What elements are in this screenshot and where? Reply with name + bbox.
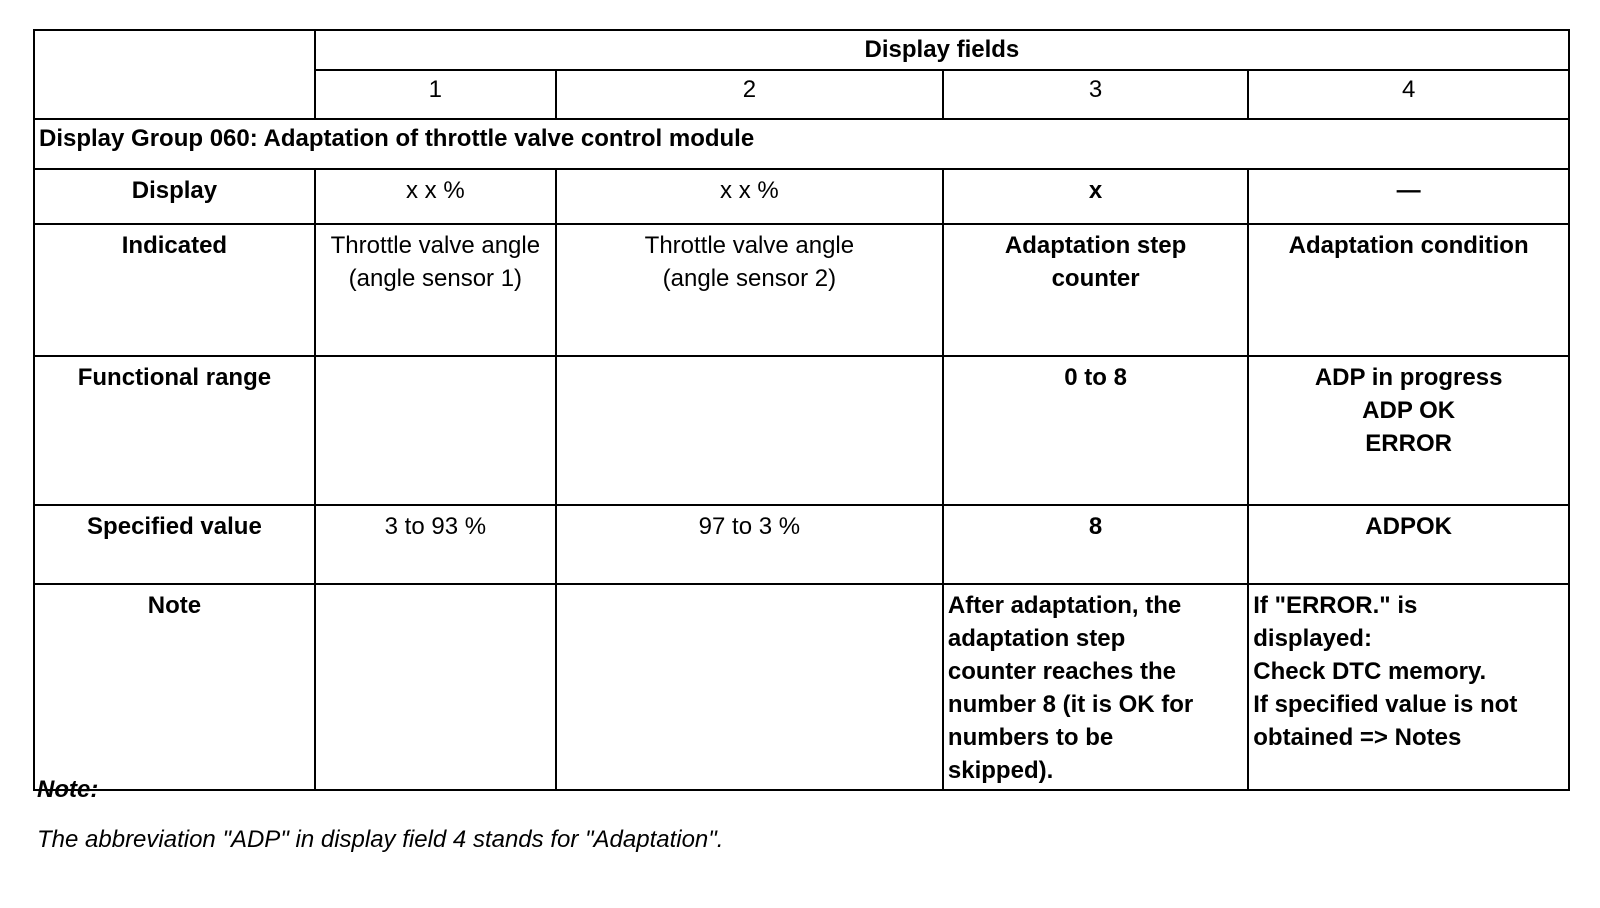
functional-range-field-2 (556, 356, 943, 505)
note-field-2 (556, 584, 943, 790)
table-row (34, 584, 1569, 790)
display-field-4-value: — (1248, 169, 1569, 224)
specified-value-field-2: 97 to 3 % (556, 505, 943, 584)
row-label-functional-range: Functional range (34, 356, 315, 505)
table-row (34, 505, 1569, 584)
table-row (34, 224, 1569, 356)
column-number-4: 4 (1248, 70, 1569, 119)
display-field-2-value: x x % (556, 169, 943, 224)
functional-range-field-3: 0 to 8 (943, 356, 1248, 505)
row-label-note: Note (34, 584, 315, 790)
indicated-field-4: Adaptation condition (1248, 224, 1569, 356)
table-header-row (34, 30, 1569, 70)
table-row (34, 169, 1569, 224)
group-title-row (34, 119, 1569, 169)
column-number-2: 2 (556, 70, 943, 119)
row-label-indicated: Indicated (34, 224, 315, 356)
table-row (34, 356, 1569, 505)
footnote-text: The abbreviation "ADP" in display field 4 stands for "Adaptation". (37, 826, 724, 853)
specified-value-field-3: 8 (943, 505, 1248, 584)
indicated-field-3: Adaptation step counter (943, 224, 1248, 356)
note-field-3: After adaptation, the adaptation step counter reaches the number 8 (it is OK for numbers to be skipped). (943, 584, 1248, 790)
display-field-1-value: x x % (315, 169, 556, 224)
row-label-specified-value: Specified value (34, 505, 315, 584)
display-group-table (33, 29, 1570, 791)
functional-range-field-4: ADP in progress ADP OK ERROR (1248, 356, 1569, 505)
display-field-3-value: x (943, 169, 1248, 224)
functional-range-field-1 (315, 356, 556, 505)
display-fields-header: Display fields (315, 30, 1569, 70)
note-field-1 (315, 584, 556, 790)
indicated-field-2: Throttle valve angle (angle sensor 2) (556, 224, 943, 356)
table-corner-cell (34, 30, 315, 119)
column-number-3: 3 (943, 70, 1248, 119)
row-label-display: Display (34, 169, 315, 224)
note-field-4: If "ERROR." is displayed: Check DTC memory. If specified value is not obtained => Notes (1248, 584, 1569, 790)
indicated-field-1: Throttle valve angle (angle sensor 1) (315, 224, 556, 356)
group-title: Display Group 060: Adaptation of throttle valve control module (34, 119, 1569, 169)
specified-value-field-1: 3 to 93 % (315, 505, 556, 584)
footnote-label: Note: (37, 776, 99, 803)
column-number-1: 1 (315, 70, 556, 119)
specified-value-field-4: ADPOK (1248, 505, 1569, 584)
